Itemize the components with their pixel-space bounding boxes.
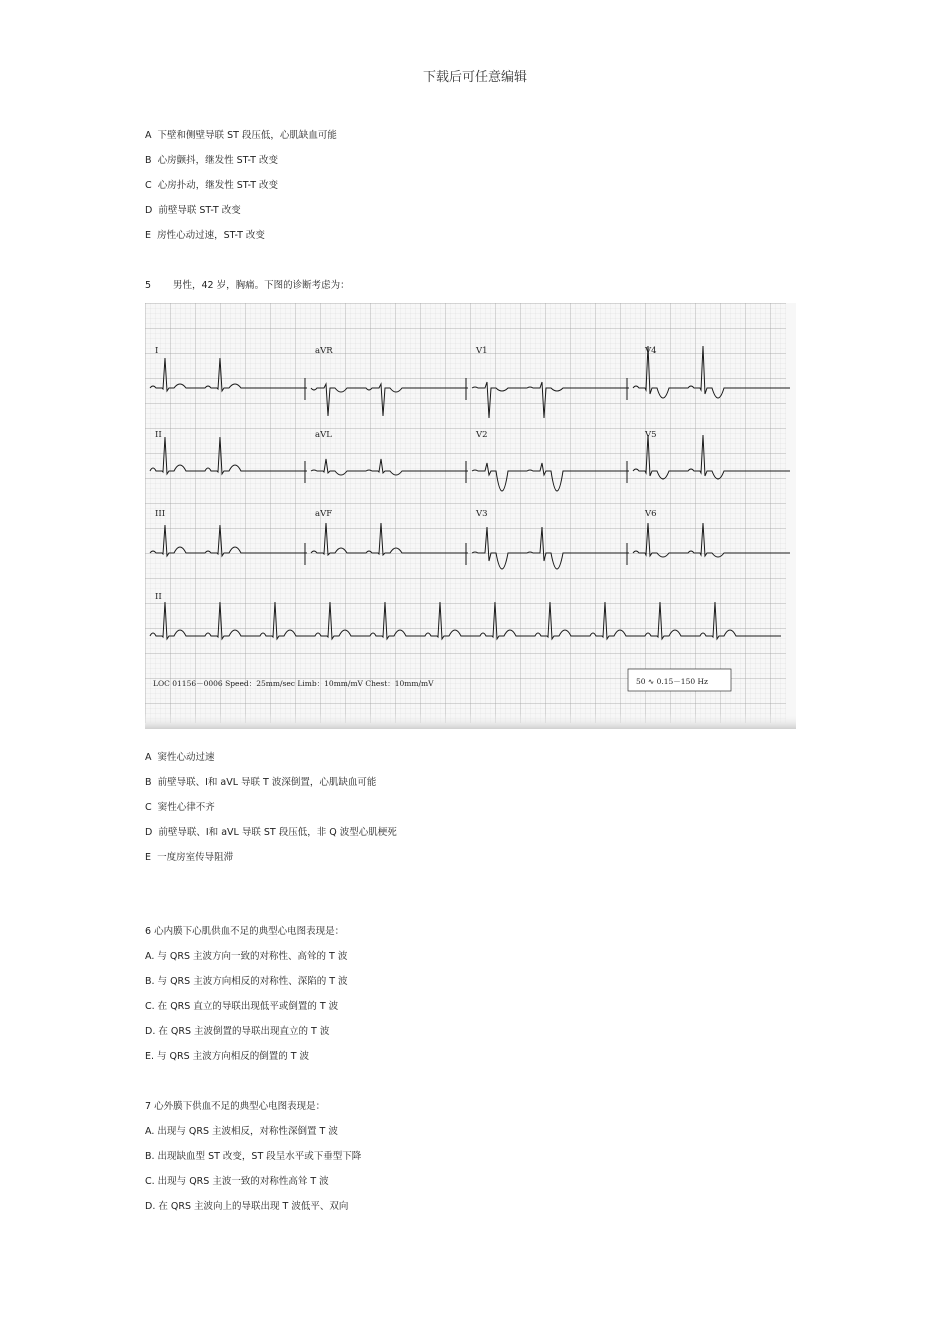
q6-option-b[interactable]: B. 与 QRS 主波方向相反的对称性、深陷的 T 波 bbox=[145, 976, 348, 987]
ecg-figure bbox=[145, 303, 796, 729]
q4-option-c[interactable] bbox=[145, 180, 278, 192]
option-letter: A bbox=[145, 130, 152, 141]
lead-label-v2: V2 bbox=[476, 430, 488, 440]
q7-option-c[interactable]: C. 出现与 QRS 主波一致的对称性高耸 T 波 bbox=[145, 1176, 329, 1187]
lead-label-v5: V5 bbox=[645, 430, 657, 440]
q6-option-a[interactable]: A. 与 QRS 主波方向一致的对称性、高耸的 T 波 bbox=[145, 951, 348, 962]
q6-option-c[interactable]: C. 在 QRS 直立的导联出现低平或倒置的 T 波 bbox=[145, 1001, 339, 1012]
q6-stem: 6 心内膜下心肌供血不足的典型心电图表现是： bbox=[145, 926, 345, 937]
option-text: 心房颤抖，继发性 ST-T 改变 bbox=[157, 155, 278, 166]
q7-option-a[interactable]: A. 出现与 QRS 主波相反，对称性深倒置 T 波 bbox=[145, 1126, 338, 1137]
ecg-bottom-shadow bbox=[145, 713, 796, 729]
lead-label-i: I bbox=[155, 346, 159, 356]
option-text: 房性心动过速，ST-T 改变 bbox=[157, 230, 265, 241]
q7-stem: 7 心外膜下供血不足的典型心电图表现是： bbox=[145, 1101, 326, 1112]
lead-label-ii: II bbox=[155, 430, 162, 440]
q7-option-d[interactable]: D. 在 QRS 主波向上的导联出现 T 波低平、双向 bbox=[145, 1201, 349, 1212]
q6-option-e[interactable]: E. 与 QRS 主波方向相反的倒置的 T 波 bbox=[145, 1051, 310, 1062]
q4-option-a[interactable] bbox=[145, 130, 337, 142]
lead-label-v1: V1 bbox=[476, 346, 488, 356]
option-text: 下壁和侧壁导联 ST 段压低，心肌缺血可能 bbox=[157, 130, 337, 141]
q5-option-c[interactable] bbox=[145, 802, 215, 814]
lead-label-avr: aVR bbox=[315, 346, 333, 356]
question-text: 男性，42 岁，胸痛。下图的诊断考虑为： bbox=[173, 280, 350, 291]
option-letter: E bbox=[145, 230, 152, 241]
option-text: 前壁导联、Ⅰ和 aVL 导联 T 波深倒置，心肌缺血可能 bbox=[157, 777, 377, 788]
option-text: 一度房室传导阻滞 bbox=[157, 852, 234, 863]
option-text: 前壁导联、Ⅰ和 aVL 导联 ST 段压低，非 Q 波型心肌梗死 bbox=[158, 827, 397, 838]
q7-option-b[interactable]: B. 出现缺血型 ST 改变，ST 段呈水平或下垂型下降 bbox=[145, 1151, 362, 1162]
option-letter: E bbox=[145, 852, 152, 863]
q5-option-b[interactable] bbox=[145, 777, 376, 789]
lead-label-ii-rhythm: II bbox=[155, 592, 162, 602]
q5-option-e[interactable] bbox=[145, 852, 233, 864]
q6-option-d[interactable]: D. 在 QRS 主波倒置的导联出现直立的 T 波 bbox=[145, 1026, 330, 1037]
option-text: 前壁导联 ST-T 改变 bbox=[158, 205, 241, 216]
option-letter: C bbox=[145, 802, 152, 813]
option-letter: A bbox=[145, 752, 152, 763]
q4-option-d[interactable] bbox=[145, 205, 241, 217]
lead-label-iii: III bbox=[155, 509, 166, 519]
option-letter: D bbox=[145, 205, 153, 216]
option-text: 窦性心律不齐 bbox=[157, 802, 215, 813]
ecg-grid bbox=[145, 303, 786, 723]
option-letter: B bbox=[145, 777, 152, 788]
q5-option-d[interactable] bbox=[145, 827, 397, 839]
option-letter: D bbox=[145, 827, 153, 838]
option-text: 心房扑动，继发性 ST-T 改变 bbox=[157, 180, 279, 191]
lead-label-v3: V3 bbox=[476, 509, 488, 519]
page-header: 下载后可任意编辑 bbox=[422, 70, 527, 85]
q5-option-a[interactable] bbox=[145, 752, 215, 764]
lead-label-v6: V6 bbox=[645, 509, 657, 519]
lead-label-v4: V4 bbox=[645, 346, 657, 356]
lead-label-avl: aVL bbox=[315, 430, 332, 440]
ecg-footer-settings: LOC 01156－0006 Speed：25mm/sec Limb：10mm/mV Chest：10mm/mV bbox=[153, 679, 434, 688]
q5-stem bbox=[145, 280, 350, 292]
option-letter: C bbox=[145, 180, 152, 191]
question-number: 5 bbox=[145, 280, 152, 291]
option-text: 窦性心动过速 bbox=[157, 752, 215, 763]
q4-option-e[interactable] bbox=[145, 230, 265, 242]
ecg-chart bbox=[145, 303, 796, 729]
q4-option-b[interactable] bbox=[145, 155, 278, 167]
lead-label-avf: aVF bbox=[315, 509, 333, 519]
ecg-filter-text: 50 ∿ 0.15－150 Hz bbox=[636, 677, 708, 686]
option-letter: B bbox=[145, 155, 152, 166]
